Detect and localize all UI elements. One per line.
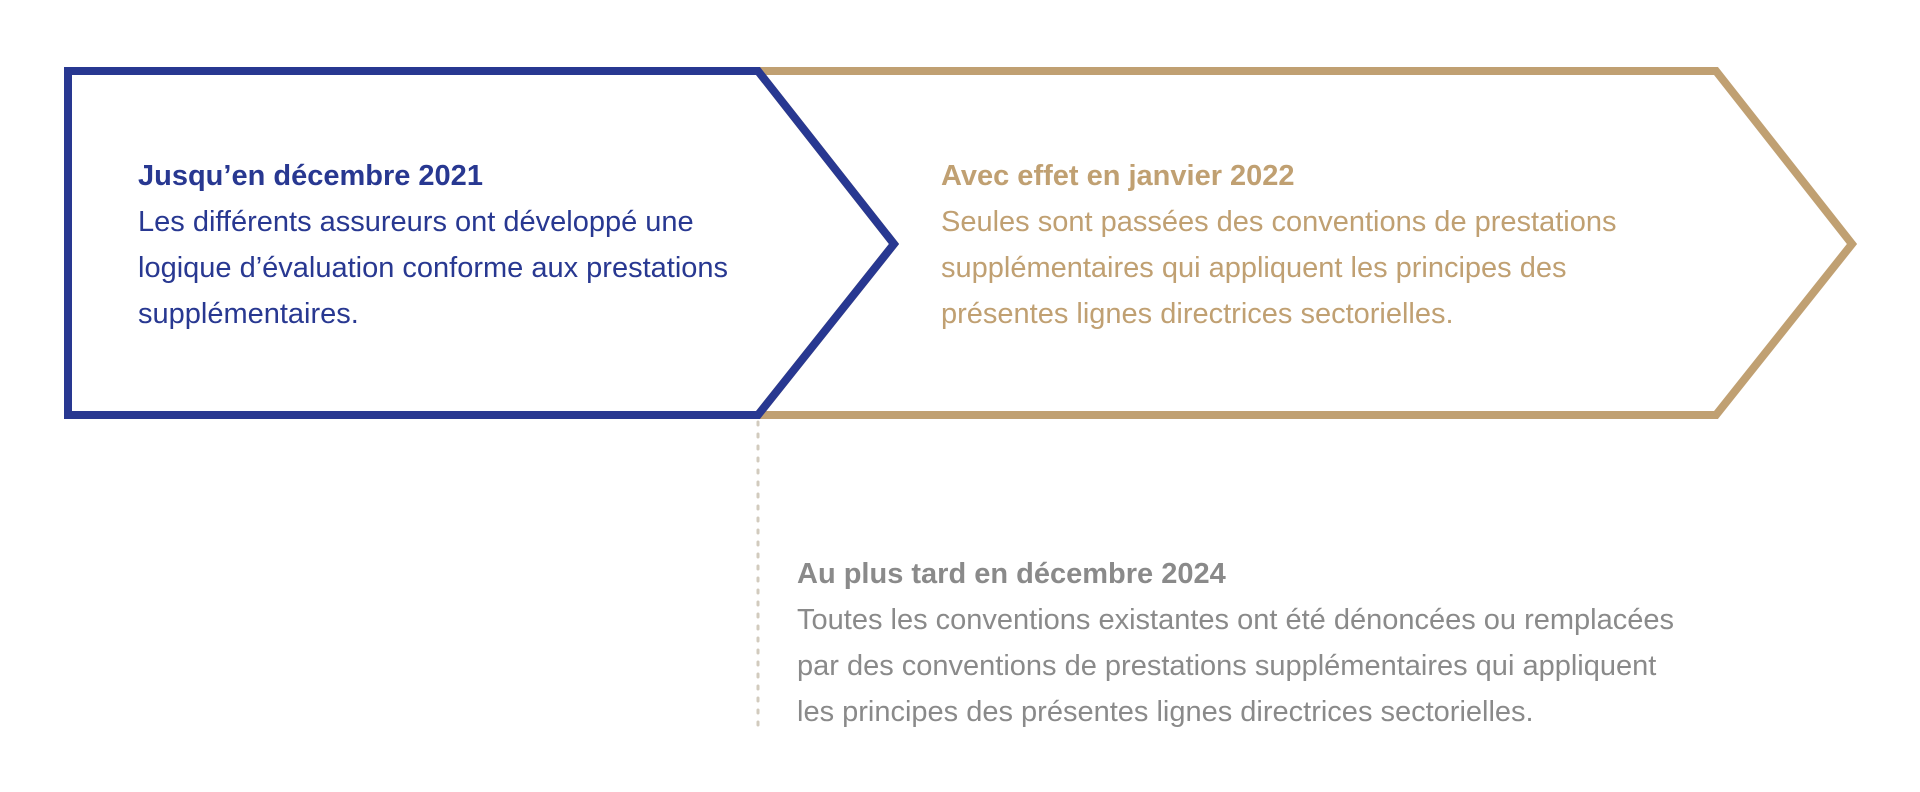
phase-body-2024: Toutes les conventions existantes ont été dénoncées ou remplacées par des conventions de prestations supplémentaires qui appliquent les principes des présentes lignes directrices sectorielles. bbox=[797, 604, 1674, 728]
phase-title-2024: Au plus tard en décembre 2024 bbox=[797, 558, 1226, 590]
phase-body-2021: Les différents assureurs ont développé une logique d’évaluation conforme aux prestations supplémentaires. bbox=[138, 206, 729, 330]
phase-title-2022: Avec effet en janvier 2022 bbox=[941, 160, 1295, 192]
phase-block-2024 bbox=[797, 551, 1757, 735]
phase-block-2021 bbox=[138, 153, 798, 337]
phase-block-2022 bbox=[941, 153, 1801, 337]
phase-body-2022: Seules sont passées des conventions de prestations supplémentaires qui appliquent les principes des présentes lignes directrices sectorielles. bbox=[941, 206, 1617, 330]
phase-title-2021: Jusqu’en décembre 2021 bbox=[138, 160, 483, 192]
